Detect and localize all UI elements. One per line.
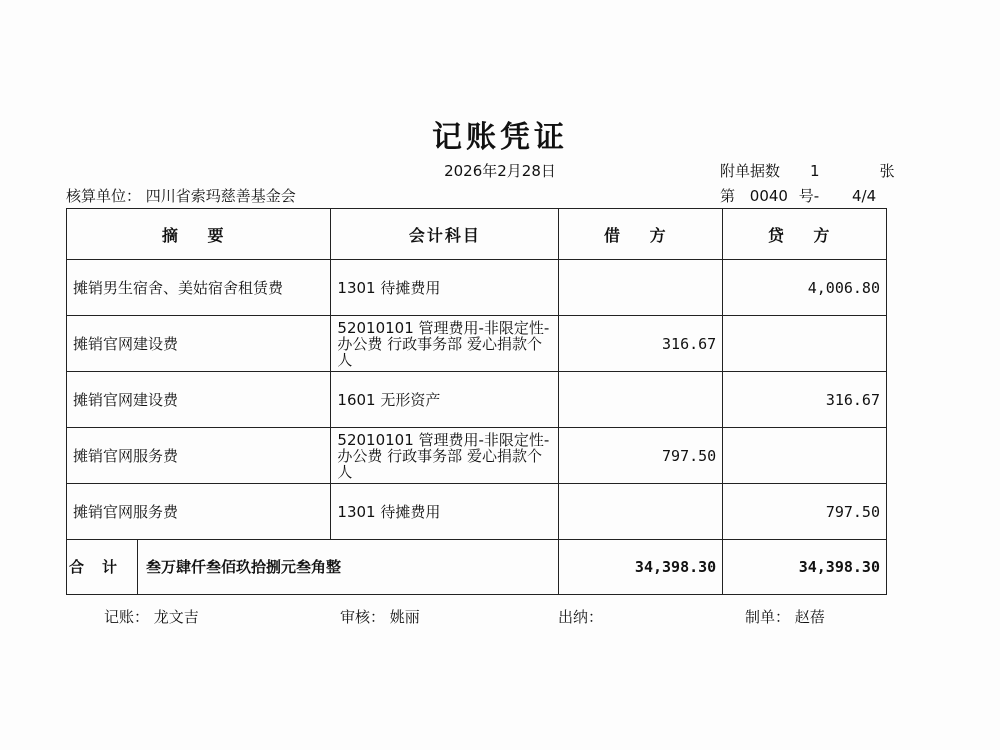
row-credit: 4,006.80 <box>723 260 887 316</box>
row-summary: 摊销官网建设费 <box>67 372 331 428</box>
row-account: 1601 无形资产 <box>331 372 559 428</box>
row-debit <box>559 260 723 316</box>
total-credit: 34,398.30 <box>723 540 887 595</box>
attachment-count <box>720 160 895 181</box>
row-credit: 316.67 <box>723 372 887 428</box>
serial-prefix: 第 <box>720 187 736 205</box>
total-label: 合计 <box>68 557 135 576</box>
table-row <box>67 428 887 484</box>
bookkeeper-label: 记账： <box>104 608 150 626</box>
bookkeeper <box>104 606 199 627</box>
row-account: 1301 待摊费用 <box>331 260 559 316</box>
table-row <box>67 484 887 540</box>
table-row <box>67 372 887 428</box>
row-debit <box>559 372 723 428</box>
row-debit <box>559 484 723 540</box>
reviewer-label: 审核： <box>340 608 386 626</box>
maker-name: 赵蓓 <box>794 608 825 626</box>
row-summary: 摊销官网服务费 <box>67 484 331 540</box>
row-credit: 797.50 <box>723 484 887 540</box>
table-header-row <box>67 209 887 260</box>
serial-suffix: 号- <box>798 187 820 205</box>
maker-label: 制单： <box>745 608 791 626</box>
header-summary: 摘 要 <box>67 209 331 260</box>
attachment-number: 1 <box>810 162 820 180</box>
attachment-unit: 张 <box>879 162 895 180</box>
total-row <box>67 540 887 595</box>
row-account: 52010101 管理费用-非限定性-办公费 行政事务部 爱心捐款个人 <box>331 316 559 372</box>
voucher-maker <box>745 606 825 627</box>
header-credit: 贷 方 <box>723 209 887 260</box>
reviewer-name: 姚丽 <box>389 608 420 626</box>
cashier-label: 出纳： <box>558 608 604 626</box>
voucher-serial <box>720 185 876 206</box>
serial-number: 0040 <box>749 187 788 205</box>
voucher-table <box>66 208 887 595</box>
table-row <box>67 316 887 372</box>
voucher-date: 2026年2月28日 <box>444 162 556 180</box>
total-debit: 34,398.30 <box>559 540 723 595</box>
row-account: 1301 待摊费用 <box>331 484 559 540</box>
reviewer <box>340 606 420 627</box>
accounting-unit <box>66 185 296 206</box>
voucher-title: 记账凭证 <box>432 120 568 155</box>
accounting-unit-label: 核算单位： <box>66 187 142 205</box>
total-cell <box>67 540 559 595</box>
row-debit: 797.50 <box>559 428 723 484</box>
row-summary: 摊销官网建设费 <box>67 316 331 372</box>
header-debit: 借 方 <box>559 209 723 260</box>
attachment-label: 附单据数 <box>720 162 781 180</box>
row-debit: 316.67 <box>559 316 723 372</box>
total-amount-words: 叁万肆仟叁佰玖拾捌元叁角整 <box>146 557 342 576</box>
bookkeeper-name: 龙文吉 <box>153 608 199 626</box>
accounting-unit-name: 四川省索玛慈善基金会 <box>145 187 296 205</box>
row-summary: 摊销男生宿舍、美姑宿舍租赁费 <box>67 260 331 316</box>
row-summary: 摊销官网服务费 <box>67 428 331 484</box>
cashier <box>558 606 603 627</box>
table-row <box>67 260 887 316</box>
row-account: 52010101 管理费用-非限定性-办公费 行政事务部 爱心捐款个人 <box>331 428 559 484</box>
serial-page: 4/4 <box>851 187 877 205</box>
row-credit <box>723 316 887 372</box>
row-credit <box>723 428 887 484</box>
header-account: 会计科目 <box>331 209 559 260</box>
